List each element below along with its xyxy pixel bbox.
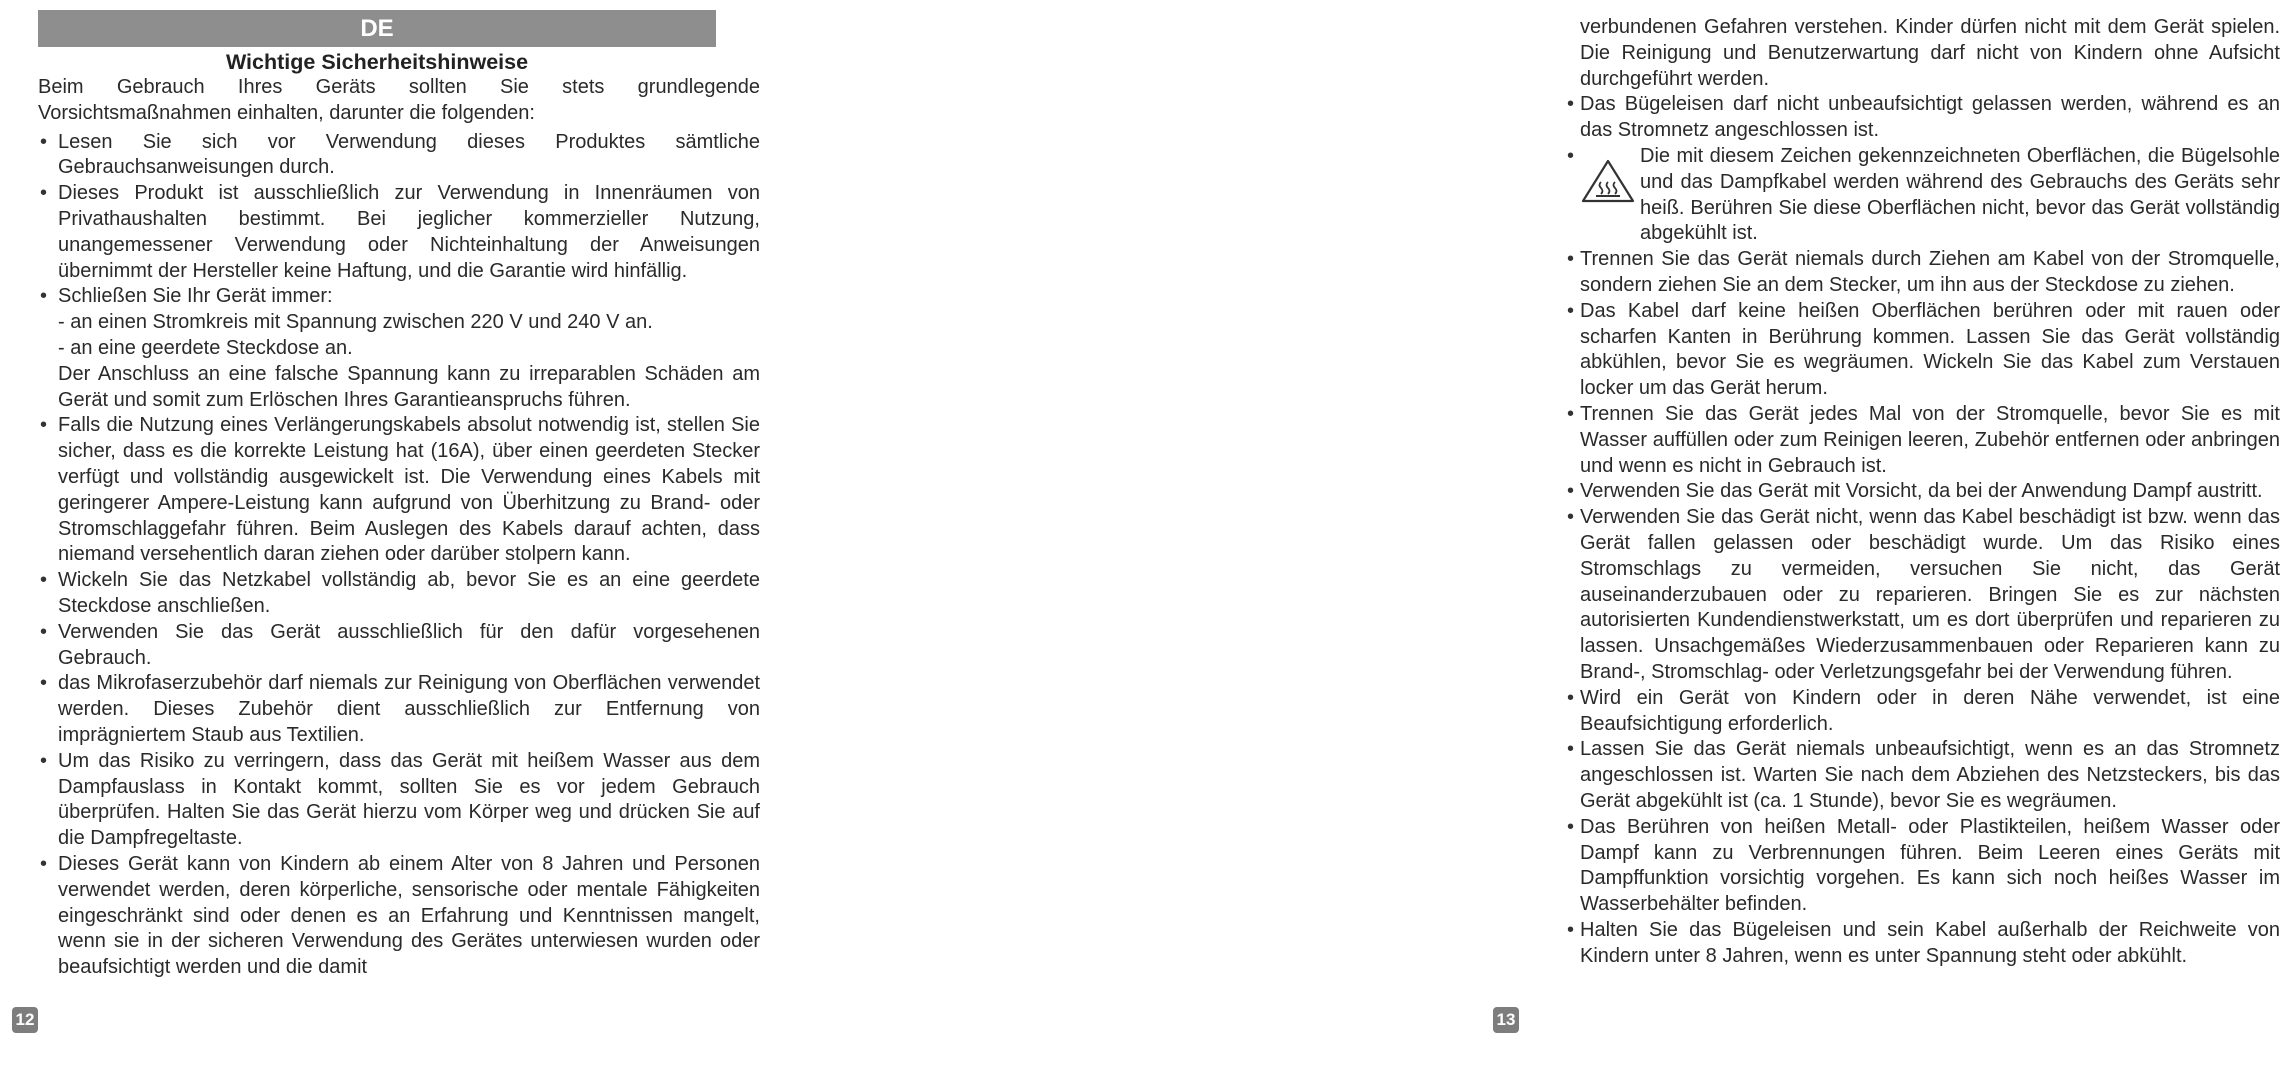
connect-note: Der Anschluss an eine falsche Spannung kann zu irreparablen Schäden am Gerät und somit zum Erlöschen Ihres Garantieanspruchs führen. [58, 362, 760, 411]
list-item: • Um das Risiko zu verringern, dass das Gerät mit heißem Wasser aus dem Dampfauslass in Kontakt kommt, sollten Sie es vor jedem Gebrauch überprüfen. Halten Sie das Gerät hierzu vom Körper weg und drücken Sie auf die Dampfregeltaste. [38, 749, 760, 852]
continued-text: verbundenen Gefahren verstehen. Kinder dürfen nicht mit dem Gerät spielen. Die Reinigung und Benutzerwartung darf nicht von Kindern ohne Aufsicht durchgeführt werden. [1580, 16, 2280, 90]
connect-lead: Schließen Sie Ihr Gerät immer: [58, 285, 333, 308]
list-item: • Das Bügeleisen darf nicht unbeaufsichtigt gelassen werden, während es an das Stromnetz angeschlossen ist. [1565, 92, 2280, 144]
list-item: • Dieses Produkt ist ausschließlich zur Verwendung in Innenräumen von Privathaushalten bestimmt. Bei jeglicher kommerzieller Nutzung, unangemessener Verwendung oder Nichteinhaltung der Anweisungen übernimmt der Hersteller keine Haftung, und die Garantie wird hinfällig. [38, 181, 760, 284]
list-item: • Trennen Sie das Gerät jedes Mal von der Stromquelle, bevor Sie es mit Wasser auffüllen oder zum Reinigen leeren, Zubehör entfernen oder anbringen und wenn es nicht in Gebrauch ist. [1565, 402, 2280, 479]
list-item: • Falls die Nutzung eines Verlängerungskabels absolut notwendig ist, stellen Sie sicher, dass es die korrekte Leistung hat (16A), über einen geerdeten Stecker verfügt und vollständig ausgewickelt ist. Die Verwendung eines Kabels mit geringerer Ampere-Leistung kann aufgrund von Überhitzung zu Brand- oder Stromschlaggefahr führen. Beim Auslegen des Kabels darauf achten, dass niemand versehentlich daran ziehen oder darüber stolpern kann. [38, 413, 760, 568]
left-list [38, 130, 760, 981]
intro-text: Beim Gebrauch Ihres Geräts sollten Sie stets grundlegende Vorsichtsmaßnahmen einhalten, darunter die folgenden: [38, 76, 760, 124]
list-item: • Wickeln Sie das Netzkabel vollständig ab, bevor Sie es an eine geerdete Steckdose anschließen. [38, 568, 760, 620]
list-item: • das Mikrofaserzubehör darf niemals zur Reinigung von Oberflächen verwendet werden. Dieses Zubehör dient ausschließlich zur Entfernung von imprägniertem Staub aus Textilien. [38, 671, 760, 748]
list-item-warning [1565, 144, 2280, 247]
list-item: • Verwenden Sie das Gerät nicht, wenn das Kabel beschädigt ist bzw. wenn das Gerät fallen gelassen oder beschädigt wurde. Um das Risiko eines Stromschlags zu vermeiden, versuchen Sie nicht, das Gerät auseinanderzubauen oder zu reparieren. Bringen Sie es zur nächsten autorisierten Kundendienstwerkstatt, um es dort überprüfen und reparieren zu lassen. Unsachgemäßes Wiederzusammenbauen oder Reparieren kann zu Brand-, Stromschlag- oder Verletzungsgefahr bei der Verwendung führen. [1565, 505, 2280, 686]
connect-line-1: - an einen Stromkreis mit Spannung zwischen 220 V und 240 V an. [58, 311, 653, 334]
page-number-left: 12 [12, 1007, 38, 1033]
list-item: • Dieses Gerät kann von Kindern ab einem Alter von 8 Jahren und Personen verwendet werden, deren körperliche, sensorische oder mentale Fähigkeiten eingeschränkt sind oder denen es an Erfahrung und Kenntnissen mangelt, wenn sie in der sicheren Verwendung des Gerätes unterwiesen wurden oder beaufsichtigt werden und die damit [38, 852, 760, 981]
hot-surface-warning-icon [1580, 158, 1636, 204]
list-item: • Das Berühren von heißen Metall- oder Plastikteilen, heißem Wasser oder Dampf kann zu Verbrennungen führen. Beim Leeren eines Geräts mit Dampffunktion vorsichtig vorgehen. Es kann sich noch heißes Wasser im Wasserbehälter befinden. [1565, 815, 2280, 918]
right-list [1565, 92, 2280, 969]
page-left [0, 0, 765, 1072]
list-item: • Verwenden Sie das Gerät mit Vorsicht, da bei der Anwendung Dampf austritt. [1565, 479, 2280, 505]
warning-text: • Die mit diesem Zeichen gekennzeichneten Oberflächen, die Bügelsohle und das Dampfkabel werden während des Gebrauchs des Geräts sehr heiß. Berühren Sie diese Oberflächen nicht, bevor das Gerät vollständig abgekühlt ist. [1640, 144, 2280, 245]
right-column [1580, 15, 2280, 969]
connect-line-2: - an eine geerdete Steckdose an. [58, 336, 353, 359]
list-item: • Halten Sie das Bügeleisen und sein Kabel außerhalb der Reichweite von Kindern unter 8 Jahren, wenn es unter Spannung steht oder abkühlt. [1565, 918, 2280, 970]
list-item: • Verwenden Sie das Gerät ausschließlich für den dafür vorgesehenen Gebrauch. [38, 620, 760, 672]
list-item: • Lassen Sie das Gerät niemals unbeaufsichtigt, wenn es an das Stromnetz angeschlossen ist. Warten Sie nach dem Abziehen des Netzsteckers, bis das Gerät abgekühlt ist (ca. 1 Stunde), bevor Sie es wegräumen. [1565, 737, 2280, 814]
list-item: • Trennen Sie das Gerät niemals durch Ziehen am Kabel von der Stromquelle, sondern ziehen Sie an dem Stecker, um ihn aus der Steckdose zu ziehen. [1565, 247, 2280, 299]
left-column [38, 75, 760, 981]
list-item-connect [38, 284, 760, 413]
section-heading: Wichtige Sicherheitshinweise [225, 50, 529, 74]
page-right [765, 0, 2280, 1072]
page-number-right: 13 [1493, 1007, 1519, 1033]
list-item: • Lesen Sie sich vor Verwendung dieses Produktes sämtliche Gebrauchsanweisungen durch. [38, 130, 760, 182]
list-item: • Das Kabel darf keine heißen Oberflächen berühren oder mit rauen oder scharfen Kanten in Berührung kommen. Lassen Sie das Gerät vollständig abkühlen, bevor Sie es wegräumen. Wickeln Sie das Kabel zum Verstauen locker um das Gerät herum. [1565, 299, 2280, 402]
language-bar: DE [38, 10, 716, 47]
list-item: • Wird ein Gerät von Kindern oder in deren Nähe verwendet, ist eine Beaufsichtigung erforderlich. [1565, 686, 2280, 738]
